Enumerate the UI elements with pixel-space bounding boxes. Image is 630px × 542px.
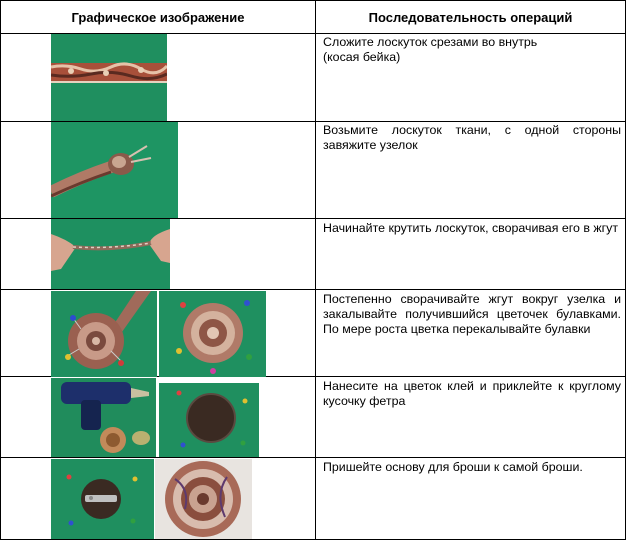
photo-rose-pinned-top	[159, 291, 266, 377]
step-text-6: Пришейте основу для броши к самой броши.	[323, 460, 583, 474]
photo-folded-strip	[51, 34, 167, 121]
photo-glue-gun	[51, 378, 156, 457]
photo-felt-circle	[159, 383, 259, 457]
photo-finished-brooch	[155, 459, 252, 539]
table-border-right	[625, 0, 626, 540]
step-text-1: Сложите лоскуток срезами во внутрь (косая бейка)	[323, 35, 538, 64]
step-text-2: Возьмите лоскуток ткани, с одной стороны завяжите узелок	[323, 123, 621, 152]
step-text-5: Нанесите на цветок клей и приклейте к круглому кусочку фетра	[323, 379, 621, 408]
step-text-3: Начинайте крутить лоскуток, сворачивая его в жгут	[323, 221, 619, 235]
step-text-4: Постепенно сворачивайте жгут вокруг узелка и закалывайте получившийся цветочек булавками. По мере роста цветка перекалывайте булавки	[323, 292, 621, 336]
photo-twisting	[51, 219, 170, 289]
row-divider	[0, 457, 626, 458]
photo-knot	[51, 122, 178, 218]
header-image-column: Графическое изображение	[71, 9, 245, 25]
column-divider	[315, 0, 316, 540]
table-border-bottom	[0, 539, 626, 540]
row-divider	[0, 289, 626, 290]
table-border-left	[0, 0, 1, 540]
photo-brooch-base	[51, 459, 154, 539]
header-steps-column: Последовательность операций	[368, 9, 573, 25]
photo-rose-pinned-side	[51, 291, 157, 377]
